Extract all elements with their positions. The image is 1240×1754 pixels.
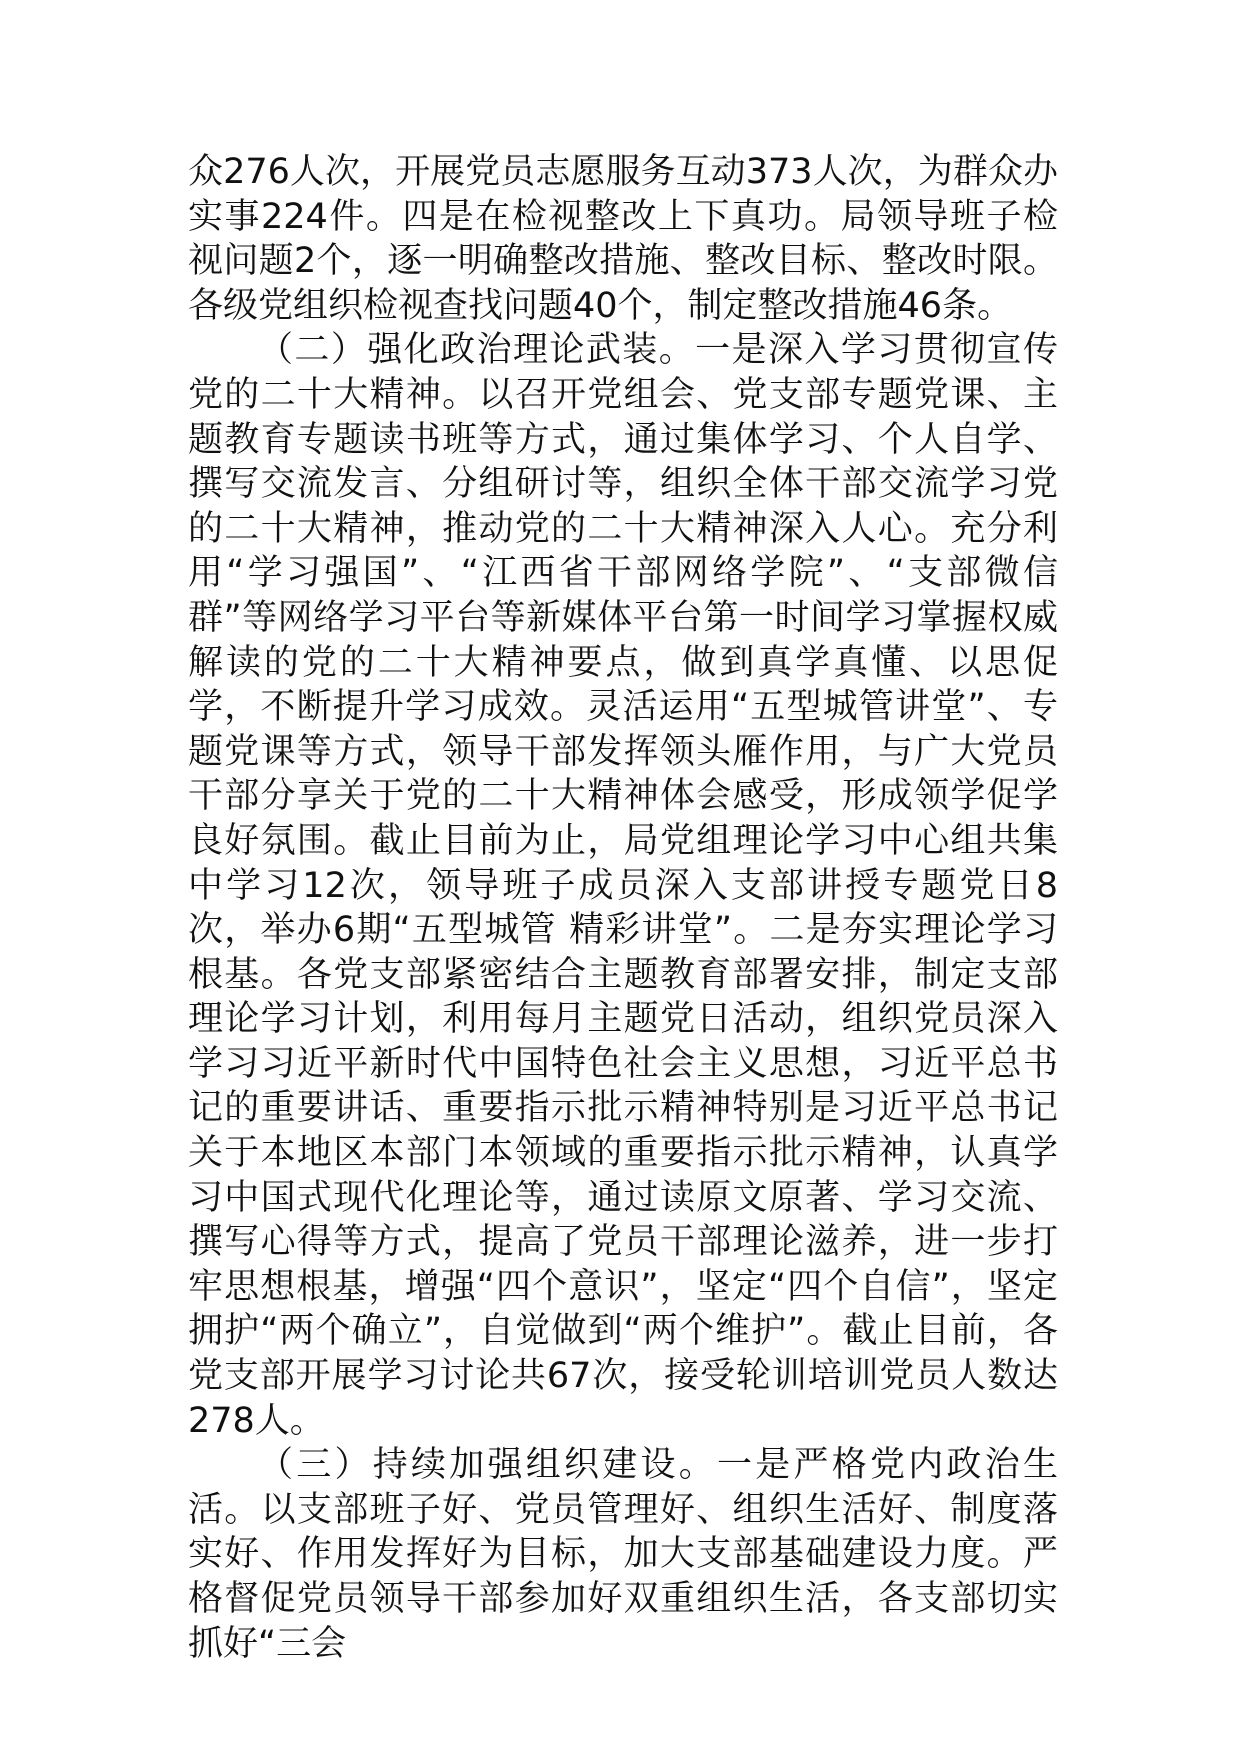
paragraph-organization-building: （三）持续加强组织建设。一是严格党内政治生活。以支部班子好、党员管理好、组织生活好、制度落实好、作用发挥好为目标，加大支部基础建设力度。严格督促党员领导干部参加好双重组织生活，各支部切实抓好“三会	[188, 1445, 1058, 1664]
document-body	[188, 150, 1058, 1666]
paragraph-theory-arming: （二）强化政治理论武装。一是深入学习贯彻宣传党的二十大精神。以召开党组会、党支部专题党课、主题教育专题读书班等方式，通过集体学习、个人自学、撰写交流发言、分组研讨等，组织全体干部交流学习党的二十大精神，推动党的二十大精神深入人心。充分利用“学习强国”、“江西省干部网络学院”、“支部微信群”等网络学习平台等新媒体平台第一时间学习掌握权威解读的党的二十大精神要点，做到真学真懂、以思促学，不断提升学习成效。灵活运用“五型城管讲堂”、专题党课等方式，领导干部发挥领头雁作用，与广大党员干部分享关于党的二十大精神体会感受，形成领学促学良好氛围。截止目前为止，局党组理论学习中心组共集中学习12次，领导班子成员深入支部讲授专题党日8次，举办6期“五型城管 精彩讲堂”。二是夯实理论学习根基。各党支部紧密结合主题教育部署安排，制定支部理论学习计划，利用每月主题党日活动，组织党员深入学习习近平新时代中国特色社会主义思想，习近平总书记的重要讲话、重要指示批示精神特别是习近平总书记关于本地区本部门本领域的重要指示批示精神，认真学习中国式现代化理论等，通过读原文原著、学习交流、撰写心得等方式，提高了党员干部理论滋养，进一步打牢思想根基，增强“四个意识”，坚定“四个自信”，坚定拥护“两个确立”，自觉做到“两个维护”。截止目前，各党支部开展学习讨论共67次，接受轮训培训党员人数达278人。	[188, 330, 1059, 1441]
paragraph-continuation: 众276人次，开展党员志愿服务互动373人次，为群众办实事224件。四是在检视整改上下真功。局领导班子检视问题2个，逐一明确整改措施、整改目标、整改时限。各级党组织检视查找问题40个，制定整改措施46条。	[188, 152, 1058, 326]
